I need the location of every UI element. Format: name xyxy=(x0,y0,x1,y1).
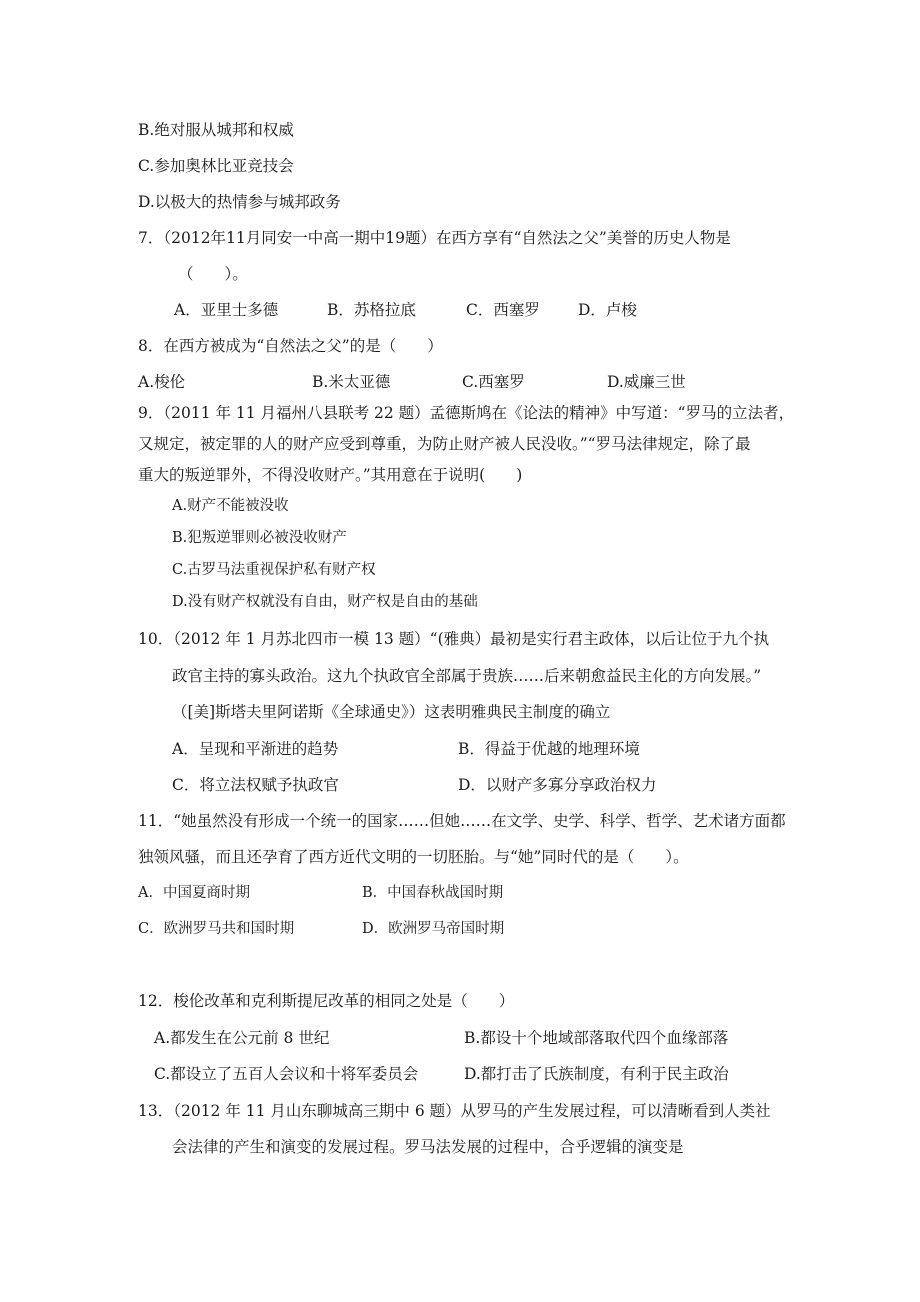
q11-option-b: B．中国春秋战国时期 xyxy=(362,885,504,901)
q9-line-2: 又规定，被定罪的人的财产应受到尊重，为防止财产被人民没收。”“罗马法律规定，除了最 xyxy=(138,435,751,453)
q9-option-d: D.没有财产权就没有自由，财产权是自由的基础 xyxy=(172,594,478,610)
q13-line-2: 会法律的产生和演变的发展过程。罗马法发展的过程中，合乎逻辑的演变是 xyxy=(172,1138,684,1156)
q12-option-c: C.都设立了五百人会议和十将军委员会 xyxy=(154,1065,419,1083)
q9-line-3: 重大的叛逆罪外，不得没收财产。”其用意在于说明( ) xyxy=(138,466,523,484)
q9-line-1: 9．（2011 年 11 月福州八县联考 22 题）孟德斯鸠在《论法的精神》中写道：“罗马的立法者， xyxy=(138,404,795,422)
q7-option-d: D．卢梭 xyxy=(578,301,637,319)
q10-option-a: A．呈现和平渐进的趋势 xyxy=(172,740,339,758)
q7-option-a: A．亚里士多德 xyxy=(174,301,279,319)
q10-option-d: D．以财产多寡分享政治权力 xyxy=(458,776,657,794)
q10-line-2: 政官主持的寡头政治。这九个执政官全部属于贵族……后来朝愈益民主化的方向发展。” xyxy=(172,667,762,685)
q12-option-d: D.都打击了氏族制度，有利于民主政治 xyxy=(464,1065,729,1083)
q11-option-c: C．欧洲罗马共和国时期 xyxy=(138,921,295,937)
q6-option-c: C.参加奥林比亚竞技会 xyxy=(138,157,294,175)
q12-stem: 12．梭伦改革和克利斯提尼改革的相同之处是（ ） xyxy=(138,992,515,1010)
q11-option-d: D．欧洲罗马帝国时期 xyxy=(362,921,505,937)
q10-line-3: （[美]斯塔夫里阿诺斯《全球通史》）这表明雅典民主制度的确立 xyxy=(172,703,611,721)
q8-option-d: D.威廉三世 xyxy=(607,373,686,391)
q7-option-b: B．苏格拉底 xyxy=(327,301,416,319)
q10-option-c: C．将立法权赋予执政官 xyxy=(172,776,339,794)
q12-option-b: B.都设十个地域部落取代四个血缘部落 xyxy=(464,1029,729,1047)
q6-option-d: D.以极大的热情参与城邦政务 xyxy=(138,193,341,211)
q12-option-a: A.都发生在公元前 8 世纪 xyxy=(154,1029,330,1047)
q7-stem: 7．（2012年11月同安一中高一期中19题）在西方享有“自然法之父”美誉的历史人物是 xyxy=(138,229,731,247)
q7-blank: （ ）。 xyxy=(178,265,248,283)
q8-option-b: B.米太亚德 xyxy=(312,373,391,391)
q9-option-a: A.财产不能被没收 xyxy=(172,498,289,514)
q13-line-1: 13．（2012 年 11 月山东聊城高三期中 6 题）从罗马的产生发展过程，可以清晰看到人类社 xyxy=(138,1102,771,1120)
q8-stem: 8．在西方被成为“自然法之父”的是（ ） xyxy=(138,337,443,355)
q6-option-b: B.绝对服从城邦和权威 xyxy=(138,121,294,139)
q7-option-c: C．西塞罗 xyxy=(466,301,540,319)
q8-option-c: C.西塞罗 xyxy=(462,373,525,391)
q10-option-b: B．得益于优越的地理环境 xyxy=(458,740,640,758)
q9-option-c: C.古罗马法重视保护私有财产权 xyxy=(172,562,376,578)
q8-option-a: A.梭伦 xyxy=(138,373,186,391)
q9-option-b: B.犯叛逆罪则必被没收财产 xyxy=(172,530,347,546)
q11-line-1: 11．“她虽然没有形成一个统一的国家……但她……在文学、史学、科学、哲学、艺术诸方面都 xyxy=(138,812,786,830)
q11-option-a: A．中国夏商时期 xyxy=(138,885,250,901)
q10-line-1: 10．（2012 年 1 月苏北四市一模 13 题）“(雅典）最初是实行君主政体，以后让位于九个执 xyxy=(138,630,770,648)
q11-line-2: 独领风骚，而且还孕育了西方近代文明的一切胚胎。与“她”同时代的是（ ）。 xyxy=(138,848,689,866)
